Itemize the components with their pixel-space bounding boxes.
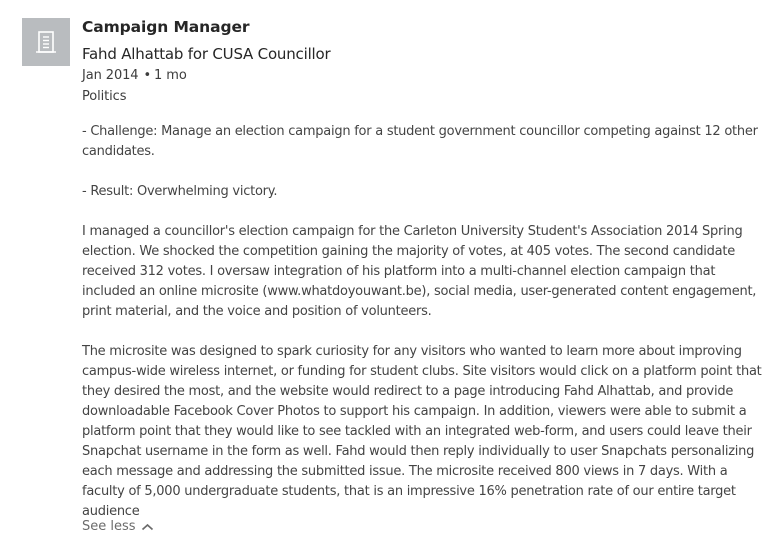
description-paragraph: I managed a councillor's election campaign for the Carleton University Student's Association 2014 Spring election. We shocked the competition gaining the majority of votes, at 405 votes. The second candidate received 312 votes. I oversaw integration of his platform into a multi-channel election campaign that included an online microsite (www.whatdoyouwant.be), social media, user-generated content engagement, print material, and the voice and position of volunteers. <box>82 224 757 319</box>
entry-content <box>82 17 767 542</box>
description-paragraph: The microsite was designed to spark curiosity for any visitors who wanted to learn more about improving campus-wide wireless internet, or funding for student clubs. Site visitors would click on a platform point that they desired the most, and the website would redirect to a page introducing Fahd Alhattab, and provide downloadable Facebook Cover Photos to support his campaign. In addition, viewers were able to submit a platform point that they would like to see tackled with an integrated web-form, and users could leave their Snapchat username in the form as well. Fahd would then reply individually to user Snapchats personalizing each message and addressing the submitted issue. The microsite received 800 views in 7 days. With a faculty of 5,000 undergraduate students, that is an impressive 16% penetration rate of our entire target audience <box>82 344 762 519</box>
duration: 1 mo <box>154 68 187 83</box>
description <box>82 122 772 522</box>
company-logo[interactable] <box>22 18 70 66</box>
date-range-line <box>82 67 767 84</box>
building-icon <box>35 30 57 54</box>
description-paragraph: - Result: Overwhelming victory. <box>82 184 278 199</box>
see-less-button[interactable] <box>82 518 154 536</box>
organization-name[interactable]: Fahd Alhattab for CUSA Councillor <box>82 45 331 63</box>
location: Politics <box>82 89 127 104</box>
see-less-label: See less <box>82 519 136 534</box>
position-title: Campaign Manager <box>82 18 250 36</box>
separator-dot: • <box>143 68 152 83</box>
description-paragraph: - Challenge: Manage an election campaign for a student government councillor competing against 12 other candidates. <box>82 124 758 159</box>
date-range: Jan 2014 <box>82 68 139 83</box>
chevron-up-icon <box>141 523 154 531</box>
